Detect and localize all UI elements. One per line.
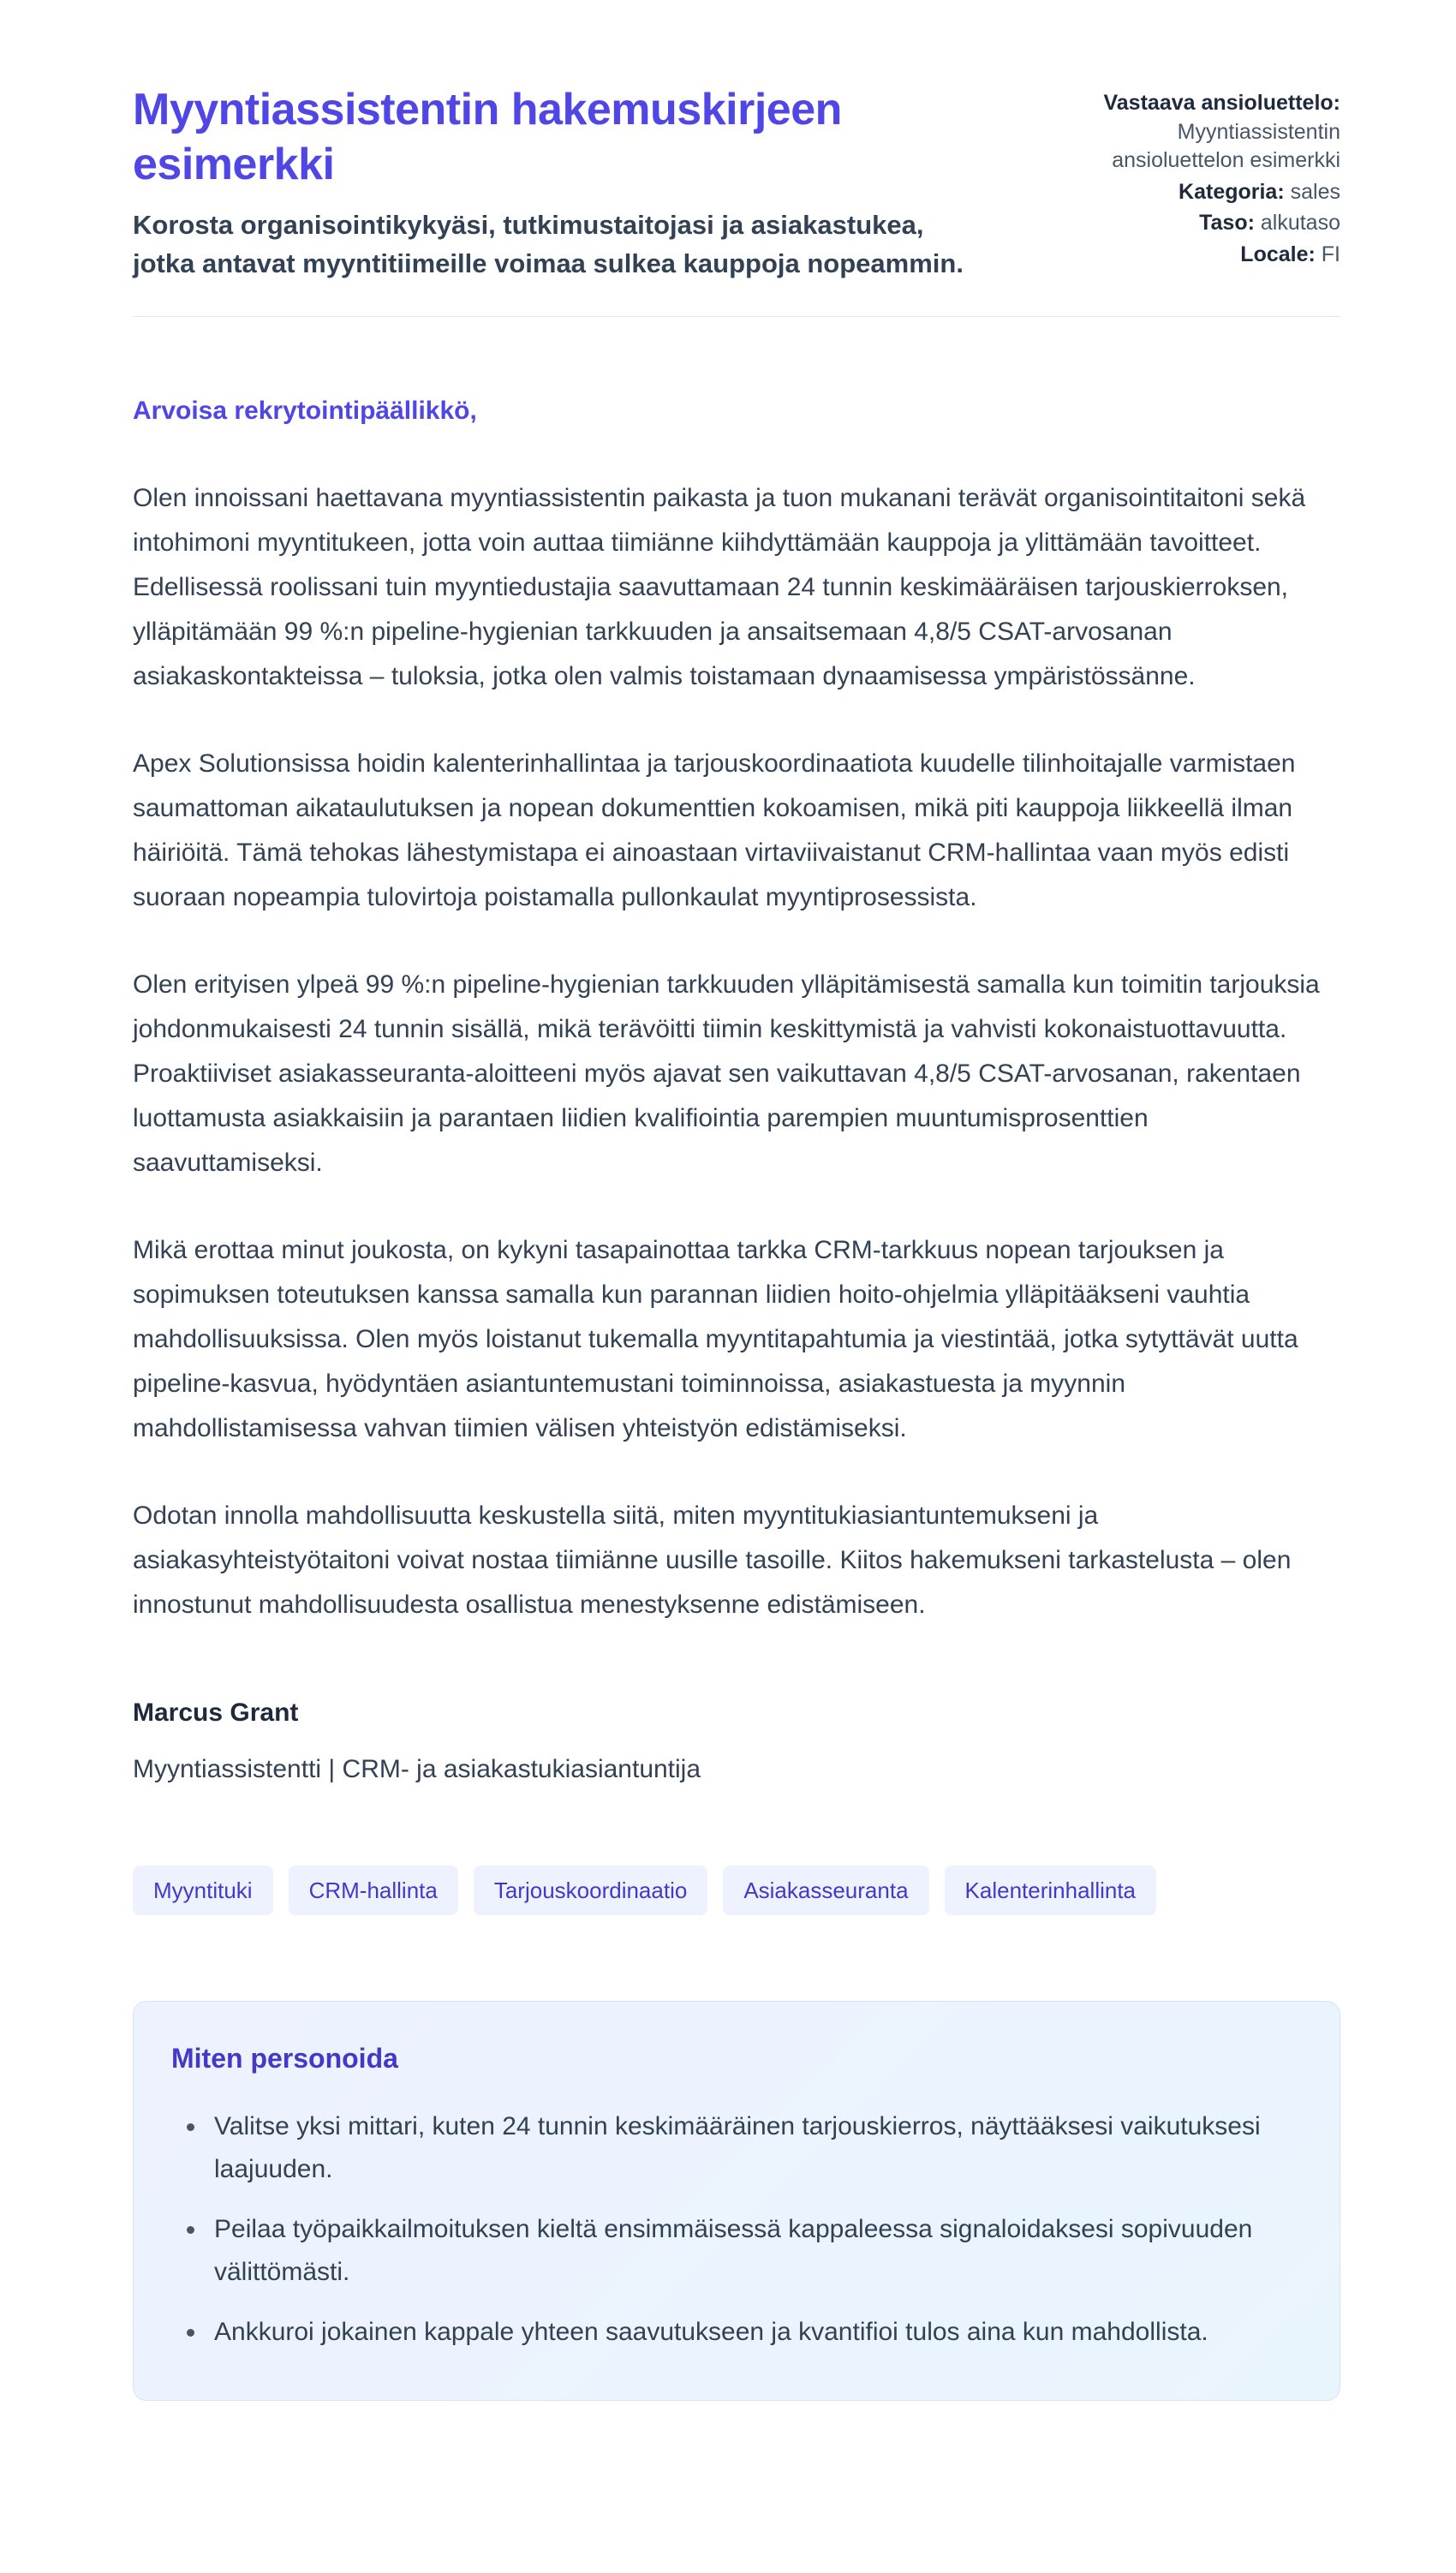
- meta-category: [1075, 178, 1340, 207]
- meta-category-value: sales: [1290, 179, 1340, 204]
- personalization-tips-list: [171, 2105, 1302, 2354]
- signature-title: Myyntiassistentti | CRM- ja asiakastukiasiantuntija: [133, 1754, 701, 1783]
- page-header: [133, 82, 1340, 284]
- letter-paragraph-2: Apex Solutionsissa hoidin kalenterinhallintaa ja tarjouskoordinaatiota kuudelle tilinhoitajalle varmistaen saumattoman aikataulutuksen ja nopean dokumenttien kokoamisen, mikä piti kauppoja liikkeellä ilman häiriöitä. Tämä tehokas lähestymistapa ei ainoastaan virtaviivaistanut CRM-hallintaa vaan myös edisti suoraan nopeampia tulovirtoja poistamalla pullonkaulat myyntiprosessista.: [133, 749, 1296, 911]
- letter-paragraph-5: Odotan innolla mahdollisuutta keskustella siitä, miten myyntitukiasiantuntemukseni ja asiakasyhteistyötaitoni voivat nostaa tiimiänne uusille tasoille. Kiitos hakemukseni tarkastelusta – olen innostunut mahdollisuudesta osallistua menestyksenne edistämiseen.: [133, 1501, 1292, 1619]
- tag-chip-crm-hallinta[interactable]: CRM-hallinta: [289, 1866, 458, 1915]
- cover-letter-page: [133, 0, 1340, 2452]
- tip-item-1: • Valitse yksi mittari, kuten 24 tunnin keskimääräinen tarjouskierros, näyttääksesi vaikutuksesi laajuuden.: [207, 2105, 1302, 2191]
- meta-locale: [1075, 241, 1340, 270]
- page-subtitle: Korosta organisointikykyäsi, tutkimustaitojasi ja asiakastukea, jotka antavat myyntitiimeille voimaa sulkea kauppoja nopeammin.: [133, 209, 964, 278]
- tag-chip-tarjouskoordinaatio[interactable]: Tarjouskoordinaatio: [474, 1866, 707, 1915]
- signature-name: Marcus Grant: [133, 1698, 299, 1727]
- tag-chip-kalenterinhallinta[interactable]: Kalenterinhallinta: [945, 1866, 1156, 1915]
- personalization-tips-box: [133, 2001, 1340, 2401]
- tag-list: [133, 1866, 1340, 1915]
- meta-level: [1075, 209, 1340, 238]
- header-divider: [133, 316, 1340, 317]
- meta-related-resume: [1075, 89, 1340, 176]
- tip-item-3: • Ankkuroi jokainen kappale yhteen saavutukseen ja kvantifioi tulos aina kun mahdollista.: [207, 2311, 1302, 2354]
- tip-item-2: • Peilaa työpaikkailmoituksen kieltä ensimmäisessä kappaleessa signaloidaksesi sopivuuden välittömästi.: [207, 2208, 1302, 2294]
- meta-level-label: Taso:: [1199, 211, 1255, 235]
- letter-body: [133, 389, 1340, 1792]
- page-title: Myyntiassistentin hakemuskirjeen esimerkki: [133, 85, 842, 190]
- meta-level-value: alkutaso: [1260, 211, 1340, 235]
- meta-locale-label: Locale:: [1240, 242, 1316, 266]
- letter-paragraph-1: Olen innoissani haettavana myyntiassistentin paikasta ja tuon mukanani terävät organisointitaitoni sekä intohimoni myyntitukeen, jotta voin auttaa tiimiänne kiihdyttämään kauppoja ja ylittämään tavoitteet. Edellisessä roolissani tuin myyntiedustajia saavuttamaan 24 tunnin keskimääräisen tarjouskierroksen, ylläpitämään 99 %:n pipeline-hygienian tarkkuuden ja ansaitsemaan 4,8/5 CSAT-arvosanan asiakaskontakteissa – tuloksia, jotka olen valmis toistamaan dynaamisessa ympäristössänne.: [133, 483, 1306, 690]
- letter-greeting: Arvoisa rekrytointipäällikkö,: [133, 396, 477, 425]
- tag-chip-asiakasseuranta[interactable]: Asiakasseuranta: [723, 1866, 928, 1915]
- meta-category-label: Kategoria:: [1179, 179, 1285, 204]
- related-resume-link[interactable]: Myyntiassistentin ansioluettelon esimerkki: [1112, 119, 1340, 172]
- letter-paragraph-3: Olen erityisen ylpeä 99 %:n pipeline-hygienian tarkkuuden ylläpitämisestä samalla kun toimitin tarjouksia johdonmukaisesti 24 tunnin sisällä, mikä terävöitti tiimin keskittymistä ja vahvisti kokonaistuottavuutta. Proaktiiviset asiakasseuranta-aloitteeni myös ajavat sen vaikuttavan 4,8/5 CSAT-arvosanan, rakentaen luottamusta asiakkaisiin ja parantaen liidien kvalifiointia parempien muuntumisprosenttien saavuttamiseksi.: [133, 970, 1320, 1177]
- meta-related-resume-label: Vastaava ansioluettelo:: [1103, 91, 1340, 115]
- meta-locale-value: FI: [1321, 242, 1340, 266]
- letter-paragraph-4: Mikä erottaa minut joukosta, on kykyni tasapainottaa tarkka CRM-tarkkuus nopean tarjouksen ja sopimuksen toteutuksen kanssa samalla kun parannan liidien hoito-ohjelmia ylläpitääkseni vauhtia mahdollisuuksissa. Olen myös loistanut tukemalla myyntitapahtumia ja viestintää, jotka sytyttävät uutta pipeline-kasvua, hyödyntäen asiantuntemustani toiminnoissa, asiakastuesta ja myynnin mahdollistamisessa vahvan tiimien välisen yhteistyön edistämiseksi.: [133, 1235, 1298, 1442]
- header-title-block: [133, 82, 1015, 284]
- meta-panel: [1075, 82, 1340, 272]
- personalization-tips-title: Miten personoida: [171, 2042, 398, 2074]
- tag-chip-myyntituki[interactable]: Myyntituki: [133, 1866, 273, 1915]
